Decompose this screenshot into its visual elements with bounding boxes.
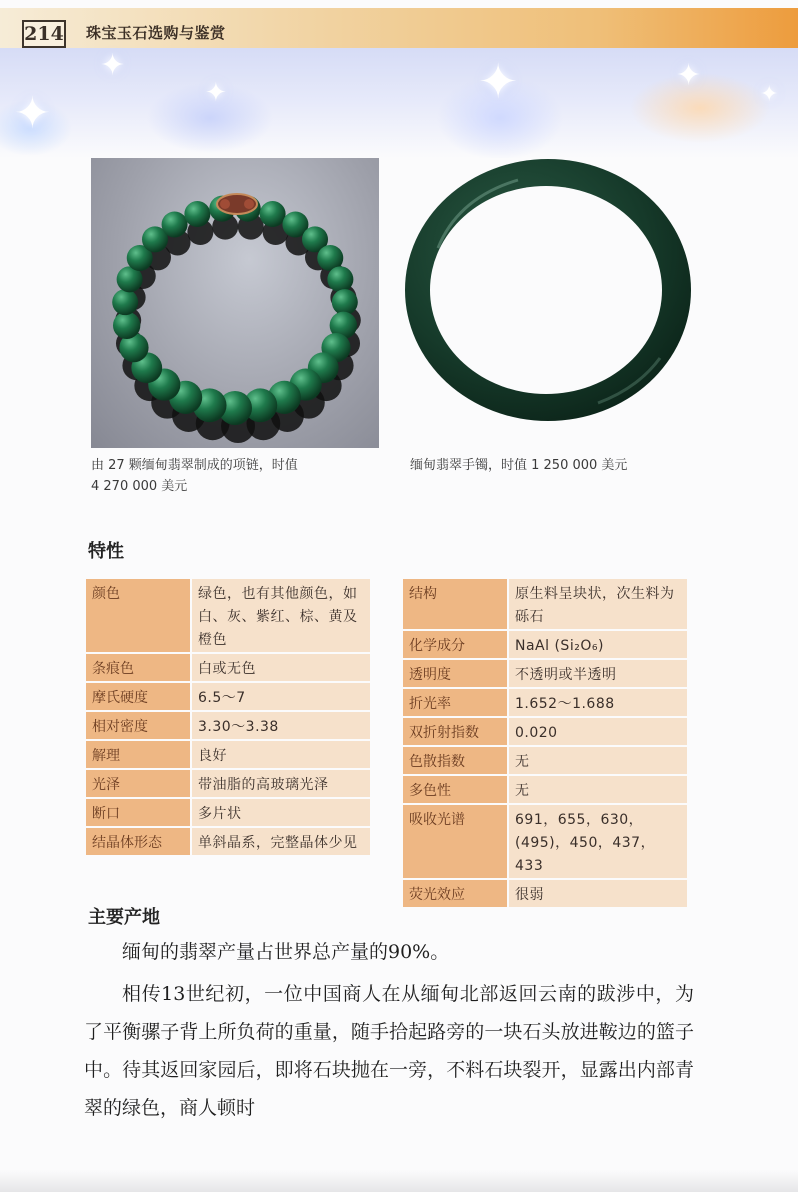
property-value: 单斜晶系，完整晶体少见 [191, 827, 370, 856]
property-label: 透明度 [403, 659, 508, 688]
property-value: 1.652～1.688 [508, 688, 687, 717]
page-bottom-shadow [0, 1170, 798, 1192]
table-row [86, 579, 370, 653]
properties-table-left [86, 579, 370, 857]
clasp [217, 194, 257, 214]
sparkle-icon: ✦ [676, 58, 702, 93]
property-value: 6.5～7 [191, 682, 370, 711]
table-row [86, 769, 370, 798]
property-value: 绿色，也有其他颜色，如白、灰、紫红、棕、黄及橙色 [191, 579, 370, 653]
table-row [86, 798, 370, 827]
book-title: 珠宝玉石选购与鉴赏 [86, 24, 226, 42]
origin-text-2: 相传13世纪初，一位中国商人在从缅甸北部返回云南的跋涉中，为了平衡骡子背上所负荷的重量，随手拾起路旁的一块石头放进鞍边的篮子中。待其返回家园后，即将石块抛在一旁，不料石块裂开，显露出内部青翠的绿色，商人顿时 [84, 983, 694, 1119]
property-label: 光泽 [86, 769, 191, 798]
property-label: 化学成分 [403, 630, 508, 659]
property-label: 结构 [403, 579, 508, 630]
jade-bead [260, 201, 286, 227]
jade-bead [332, 289, 358, 315]
property-label: 摩氏硬度 [86, 682, 191, 711]
property-value: 多片状 [191, 798, 370, 827]
property-label: 条痕色 [86, 653, 191, 682]
sparkle-icon: ✦ [100, 48, 126, 83]
necklace-caption-line2: 4 270 000 美元 [91, 479, 188, 494]
table-row [86, 682, 370, 711]
bangle-caption: 缅甸翡翠手镯，时值 1 250 000 美元 [410, 458, 628, 473]
table-row [86, 711, 370, 740]
sparkle-icon: ✦ [14, 88, 51, 139]
sparkle-icon: ✦ [760, 82, 779, 107]
sparkle-icon: ✦ [478, 54, 519, 110]
origin-text-1: 缅甸的翡翠产量占世界总产量的90%。 [122, 941, 450, 963]
necklace-caption-line1: 由 27 颗缅甸翡翠制成的项链，时值 [91, 458, 298, 473]
property-label: 荧光效应 [403, 879, 508, 908]
origin-heading: 主要产地 [88, 907, 160, 928]
property-value: 691，655，630，(495)，450，437，433 [508, 804, 687, 879]
property-label: 颜色 [86, 579, 191, 653]
table-row [86, 740, 370, 769]
property-value: 0.020 [508, 717, 687, 746]
page-number: 214 [22, 20, 66, 48]
property-label: 色散指数 [403, 746, 508, 775]
property-value: 原生料呈块状，次生料为砾石 [508, 579, 687, 630]
table-row [403, 688, 687, 717]
property-value: 不透明或半透明 [508, 659, 687, 688]
origin-paragraph-1 [84, 933, 694, 971]
property-value: 很弱 [508, 879, 687, 908]
property-value: 白或无色 [191, 653, 370, 682]
table-row [86, 827, 370, 856]
property-label: 结晶体形态 [86, 827, 191, 856]
table-row [403, 717, 687, 746]
properties-heading: 特性 [88, 541, 124, 562]
table-row [86, 653, 370, 682]
properties-table-right [403, 579, 687, 909]
property-label: 双折射指数 [403, 717, 508, 746]
origin-paragraph-2 [84, 975, 694, 1127]
jade-bangle-photo [398, 158, 698, 428]
necklace-caption [91, 455, 298, 497]
property-label: 断口 [86, 798, 191, 827]
property-value: 良好 [191, 740, 370, 769]
sparkle-icon: ✦ [205, 78, 227, 108]
table-row [403, 659, 687, 688]
property-value: 带油脂的高玻璃光泽 [191, 769, 370, 798]
jade-necklace-photo [91, 158, 379, 448]
table-row [403, 879, 687, 908]
table-row [403, 775, 687, 804]
necklace-illustration [91, 158, 379, 448]
property-label: 多色性 [403, 775, 508, 804]
property-label: 解理 [86, 740, 191, 769]
jade-bead [113, 312, 140, 339]
table-row [403, 804, 687, 879]
property-label: 相对密度 [86, 711, 191, 740]
property-label: 折光率 [403, 688, 508, 717]
property-value: 3.30～3.38 [191, 711, 370, 740]
table-row [403, 579, 687, 630]
table-row [403, 746, 687, 775]
property-value: NaAl (Si₂O₆) [508, 630, 687, 659]
jade-bead [112, 289, 138, 315]
bangle-illustration [398, 158, 698, 428]
jade-bead [162, 211, 188, 237]
jade-bead [184, 201, 210, 227]
jade-bead [327, 266, 353, 292]
property-value: 无 [508, 775, 687, 804]
property-label: 吸收光谱 [403, 804, 508, 879]
decorative-sparkle-band [0, 48, 798, 158]
table-row [403, 630, 687, 659]
property-value: 无 [508, 746, 687, 775]
